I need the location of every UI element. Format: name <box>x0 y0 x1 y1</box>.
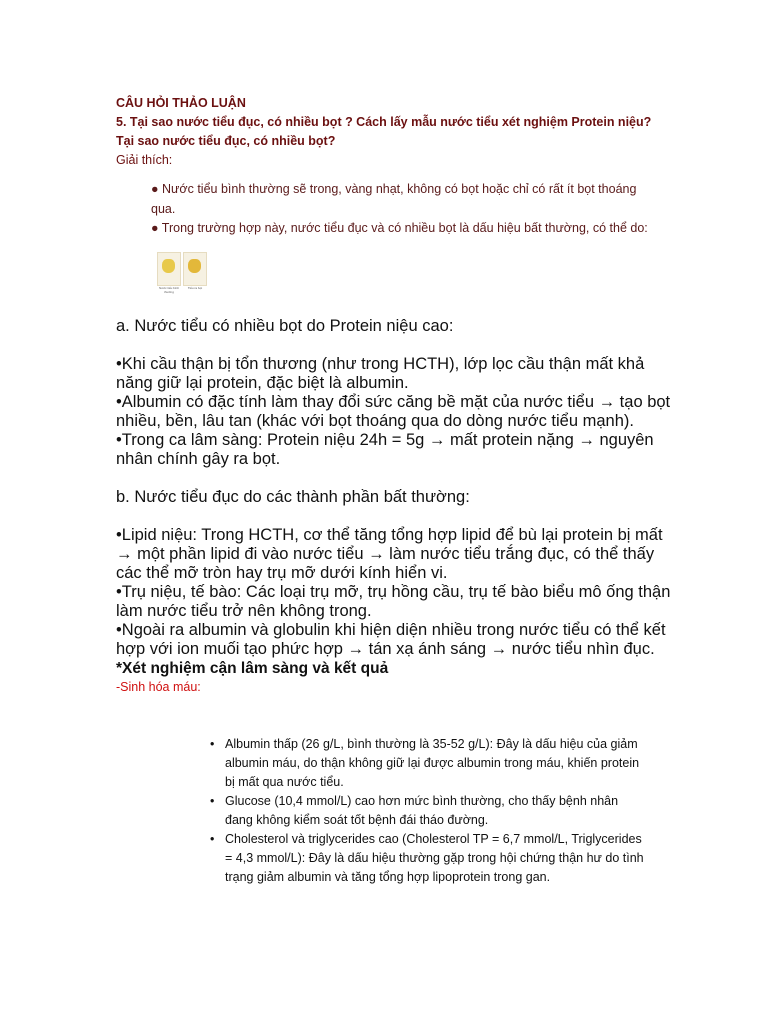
question-title: 5. Tại sao nước tiểu đục, có nhiều bọt ? Cách lấy mẫu nước tiểu xét nghiệm Protein niệu? <box>116 115 652 129</box>
normal-urine-image <box>157 252 181 294</box>
intro-bullets <box>151 180 651 239</box>
lab-results-list <box>209 735 649 887</box>
image-caption: Tiểu ra bọt <box>187 286 203 290</box>
foamy-urine-image <box>183 252 207 290</box>
subquestion-title: Tại sao nước tiểu đục, có nhiều bọt? <box>116 134 336 148</box>
lab-result-item: • Cholesterol và triglycerides cao (Cholesterol TP = 6,7 mmol/L, Triglycerides = 4,3 mmol/L): Đây là dấu hiệu thường gặp trong hội chứng thận hư do tình trạng giảm albumin và tăng tổng hợp lipoprotein trong gan. <box>209 830 649 887</box>
intro-bullet: ● Trong trường hợp này, nước tiểu đục và có nhiều bọt là dấu hiệu bất thường, có thể do: <box>151 221 648 235</box>
main-content <box>116 317 676 697</box>
urine-sample-images <box>157 252 209 294</box>
section-title: CÂU HỎI THẢO LUẬN <box>116 96 246 110</box>
section-a-item: •Albumin có đặc tính làm thay đổi sức căng bề mặt của nước tiểu → tạo bọt nhiều, bền, lâu tan (khác với bọt thoáng qua do dòng nước tiểu mạnh). <box>116 393 671 430</box>
lab-result-item: • Glucose (10,4 mmol/L) cao hơn mức bình thường, cho thấy bệnh nhân đang không kiểm soát tốt bệnh đái tháo đường. <box>209 792 649 830</box>
section-b-item: •Trụ niệu, tế bào: Các loại trụ mỡ, trụ hồng cầu, trụ tế bào biểu mô ống thận làm nước tiểu trở nên không trong. <box>116 583 671 620</box>
section-b-item: •Ngoài ra albumin và globulin khi hiện diện nhiều trong nước tiểu có thể kết hợp với ion muối tạo phức hợp → tán xạ ánh sáng → nước tiểu nhìn đục. <box>116 621 666 658</box>
urine-cup-icon <box>188 259 201 273</box>
explain-label: Giải thích: <box>116 153 173 167</box>
intro-bullet: ● Nước tiểu bình thường sẽ trong, vàng nhạt, không có bọt hoặc chỉ có rất ít bọt thoáng qua. <box>151 182 637 216</box>
section-a-heading: a. Nước tiểu có nhiều bọt do Protein niệu cao: <box>116 317 454 335</box>
urine-cup-icon <box>162 259 175 273</box>
section-a-item: •Trong ca lâm sàng: Protein niệu 24h = 5g → mất protein nặng → nguyên nhân chính gây ra bọt. <box>116 431 654 468</box>
lab-heading: *Xét nghiệm cận lâm sàng và kết quả <box>116 660 389 677</box>
section-a-item: •Khi cầu thận bị tổn thương (như trong HCTH), lớp lọc cầu thận mất khả năng giữ lại protein, đặc biệt là albumin. <box>116 355 645 392</box>
image-caption: Nước tiểu bình thường <box>159 286 179 294</box>
lab-subheading: -Sinh hóa máu: <box>116 680 201 694</box>
section-b-item: •Lipid niệu: Trong HCTH, cơ thể tăng tổng hợp lipid để bù lại protein bị mất → một phần lipid đi vào nước tiểu → làm nước tiểu trắng đục, có thể thấy các thể mỡ tròn hay trụ mỡ dưới kính hiển vi. <box>116 526 663 582</box>
lab-result-item: • Albumin thấp (26 g/L, bình thường là 35-52 g/L): Đây là dấu hiệu của giảm albumin máu, do thận không giữ lại được albumin trong máu, khiến protein bị mất qua nước tiểu. <box>209 735 649 792</box>
section-b-heading: b. Nước tiểu đục do các thành phần bất thường: <box>116 488 470 506</box>
